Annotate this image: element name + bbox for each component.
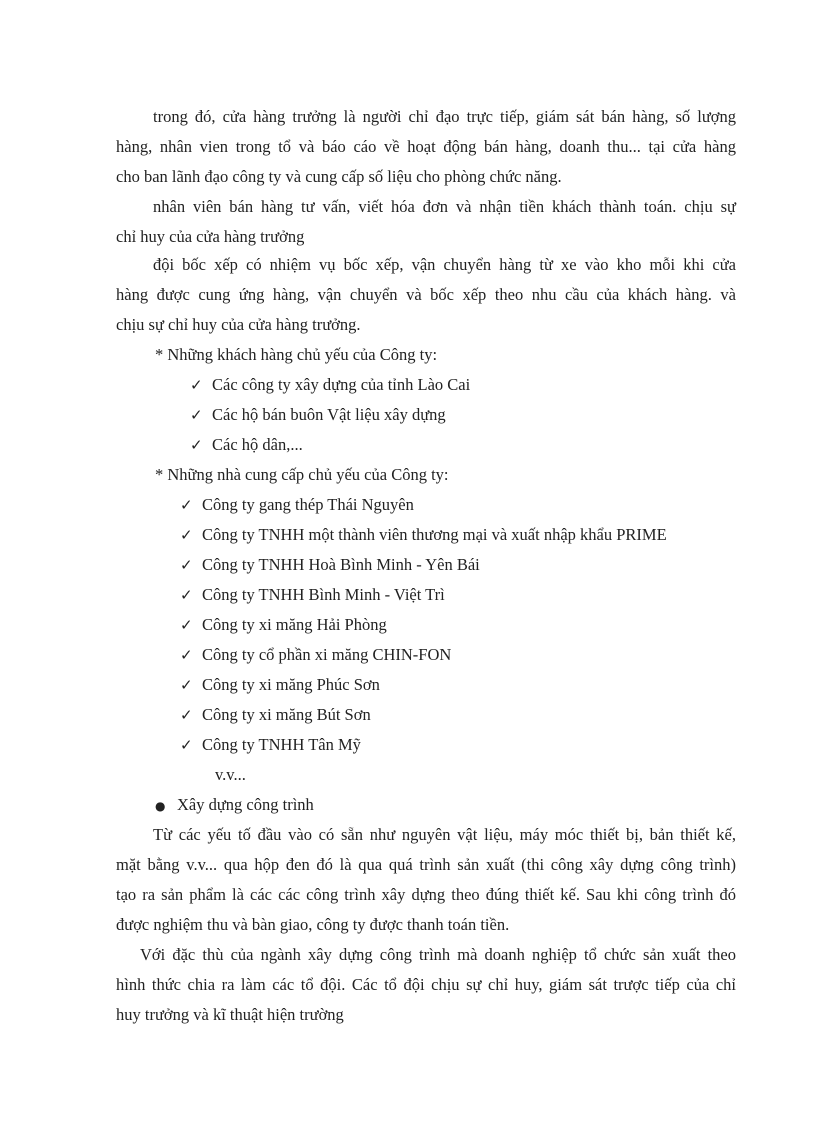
text-line: chịu sự chỉ huy của cửa hàng trưởng. [116,315,361,334]
list-item: ✓ Công ty TNHH Hoà Bình Minh - Yên Bái [180,550,480,580]
list-item: ✓ Công ty cổ phần xi măng CHIN-FON [180,640,451,670]
text-line: mặt bằng v.v... qua hộp đen đó là qua quá trình sản xuất (thi công xây dựng công trình) [116,855,736,874]
list-item: ✓ Các hộ bán buôn Vật liệu xây dựng [190,400,446,430]
suppliers-heading: * Những nhà cung cấp chủ yếu của Công ty: [155,465,449,484]
list-item: ✓ Các hộ dân,... [190,430,303,460]
text-line: trong đó, cửa hàng trưởng là người chỉ đạo trực tiếp, giám sát bán hàng, số lượng [153,107,736,126]
checkmark-icon: ✓ [190,376,203,394]
text-line: huy trưởng và kĩ thuật hiện trường [116,1005,344,1024]
text-line: hàng, nhân vien trong tổ và báo cáo về hoạt động bán hàng, doanh thu... tại cửa hàng [116,137,736,156]
list-item: ✓ Công ty TNHH Tân Mỹ [180,730,361,760]
checkmark-icon: ✓ [180,496,193,514]
paragraph-production-process [116,820,736,940]
checkmark-icon: ✓ [180,736,193,754]
paragraph-loading-team [116,250,736,340]
paragraph-sales-staff [116,192,736,252]
checkmark-icon: ✓ [180,616,193,634]
checkmark-icon: ✓ [190,436,203,454]
text-line: đội bốc xếp có nhiệm vụ bốc xếp, vận chuyển hàng từ xe vào kho mỗi khi cửa [153,255,736,274]
list-item: ✓ Công ty xi măng Phúc Sơn [180,670,380,700]
checkmark-icon: ✓ [180,526,193,544]
checkmark-icon: ✓ [180,646,193,664]
text-line: hình thức chia ra làm các tổ đội. Các tổ đội chịu sự chỉ huy, giám sát trược tiếp của chỉ [116,975,736,994]
checkmark-icon: ✓ [180,586,193,604]
text-line: được nghiệm thu và bàn giao, công ty được thanh toán tiền. [116,915,510,934]
list-item: ✓ Công ty xi măng Hải Phòng [180,610,387,640]
text-line: nhân viên bán hàng tư vấn, viết hóa đơn và nhận tiền khách thành toán. chịu sự [153,197,736,216]
checkmark-icon: ✓ [180,556,193,574]
list-item: ✓ Các công ty xây dựng của tỉnh Lào Cai [190,370,470,400]
text-line: cho ban lãnh đạo công ty và cung cấp số liệu cho phòng chức năng. [116,167,562,186]
text-line: Từ các yếu tố đầu vào có sẵn như nguyên vật liệu, máy móc thiết bị, bản thiết kế, [153,825,736,844]
checkmark-icon: ✓ [180,706,193,724]
paragraph-construction-teams [116,940,736,1030]
checkmark-icon: ✓ [190,406,203,424]
customers-heading: * Những khách hàng chủ yếu của Công ty: [155,345,438,364]
text-line: hàng được cung ứng hàng, vận chuyển và bốc xếp theo nhu cầu của khách hàng. và [116,285,736,304]
text-line: chỉ huy của cửa hàng trưởng [116,227,305,246]
text-line: Với đặc thù của ngành xây dựng công trình mà doanh nghiệp tổ chức sản xuất theo [140,945,736,964]
list-item: ✓ Công ty TNHH Bình Minh - Việt Trì [180,580,445,610]
list-item: ✓ Công ty TNHH một thành viên thương mại và xuất nhập khẩu PRIME [180,520,667,550]
bullet-icon: ● [155,799,166,813]
paragraph-store-manager [116,102,736,192]
list-item: ✓ Công ty gang thép Thái Nguyên [180,490,414,520]
section-heading: ● Xây dựng công trình [155,790,314,821]
list-item: ✓ Công ty xi măng Bút Sơn [180,700,371,730]
text-line: tạo ra sản phẩm là các các công trình xây dựng theo đúng thiết kế. Sau khi công trình đó [116,885,736,904]
checkmark-icon: ✓ [180,676,193,694]
etc-text: v.v... [215,765,246,784]
